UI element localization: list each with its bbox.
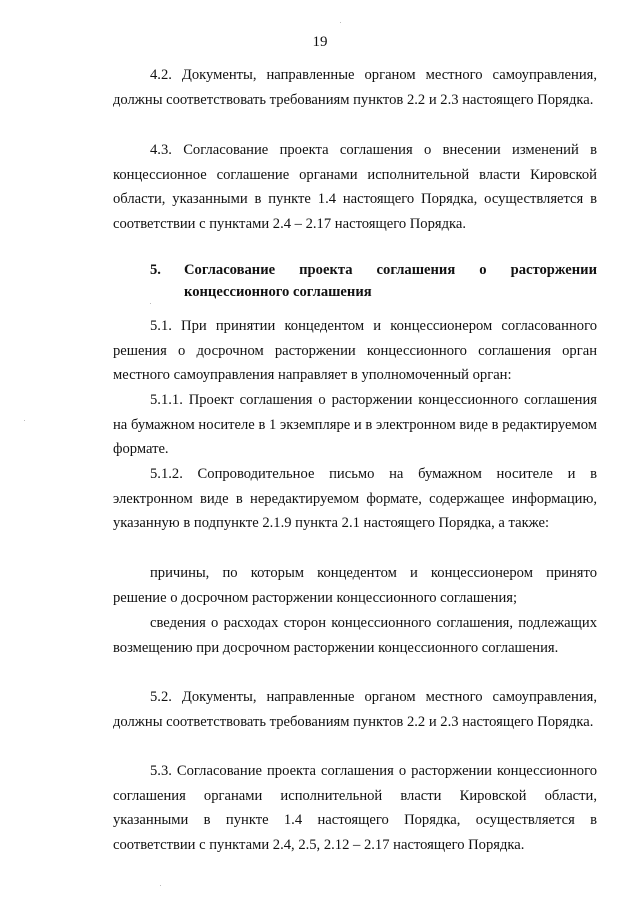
scan-speck xyxy=(150,303,151,304)
section-5-heading xyxy=(150,259,597,303)
paragraph-5-3: 5.3. Согласование проекта соглашения о расторжении концессионного соглашения органами исполнительной власти Кировской области, указанными в пункте 1.4 настоящего Порядка, осуществляется в соответствии с пунктами 2.4, 2.5, 2.12 – 2.17 настоящего Порядка. xyxy=(113,763,597,854)
section-5-title: Согласование проекта соглашения о расторжении концессионного соглашения xyxy=(184,262,597,300)
scan-speck xyxy=(24,420,25,421)
paragraph-5-1: 5.1. При принятии концедентом и концессионером согласованного решения о досрочном расторжении концессионного соглашения орган местного самоуправления направляет в уполномоченный орган: xyxy=(113,318,597,384)
scan-speck xyxy=(160,885,161,886)
paragraph-5-1-1: 5.1.1. Проект соглашения о расторжении концессионного соглашения на бумажном носителе в 1 экземпляре и в электронном виде в редактируемом формате. xyxy=(113,392,597,458)
paragraph-costs: сведения о расходах сторон концессионного соглашения, подлежащих возмещению при досрочном расторжении концессионного соглашения. xyxy=(113,615,597,656)
section-5-number: 5. xyxy=(150,262,161,278)
paragraph-5-2: 5.2. Документы, направленные органом местного самоуправления, должны соответствовать требованиям пунктов 2.2 и 2.3 настоящего Порядка. xyxy=(113,689,597,730)
paragraph-5-1-2: 5.1.2. Сопроводительное письмо на бумажном носителе и в электронном виде в нередактируемом формате, содержащее информацию, указанную в подпункте 2.1.9 пункта 2.1 настоящего Порядка, а также: xyxy=(113,466,597,532)
scan-speck xyxy=(340,22,341,23)
page-number: 19 xyxy=(312,34,328,50)
paragraph-4-3: 4.3. Согласование проекта соглашения о внесении изменений в концессионное соглашение органами исполнительной власти Кировской области, указанными в пункте 1.4 настоящего Порядка, осуществляется в соответствии с пунктами 2.4 – 2.17 настоящего Порядка. xyxy=(113,142,597,233)
paragraph-4-2: 4.2. Документы, направленные органом местного самоуправления, должны соответствовать требованиям пунктов 2.2 и 2.3 настоящего Порядка. xyxy=(113,67,597,108)
paragraph-reasons: причины, по которым концедентом и концессионером принято решение о досрочном расторжении концессионного соглашения; xyxy=(113,565,597,606)
